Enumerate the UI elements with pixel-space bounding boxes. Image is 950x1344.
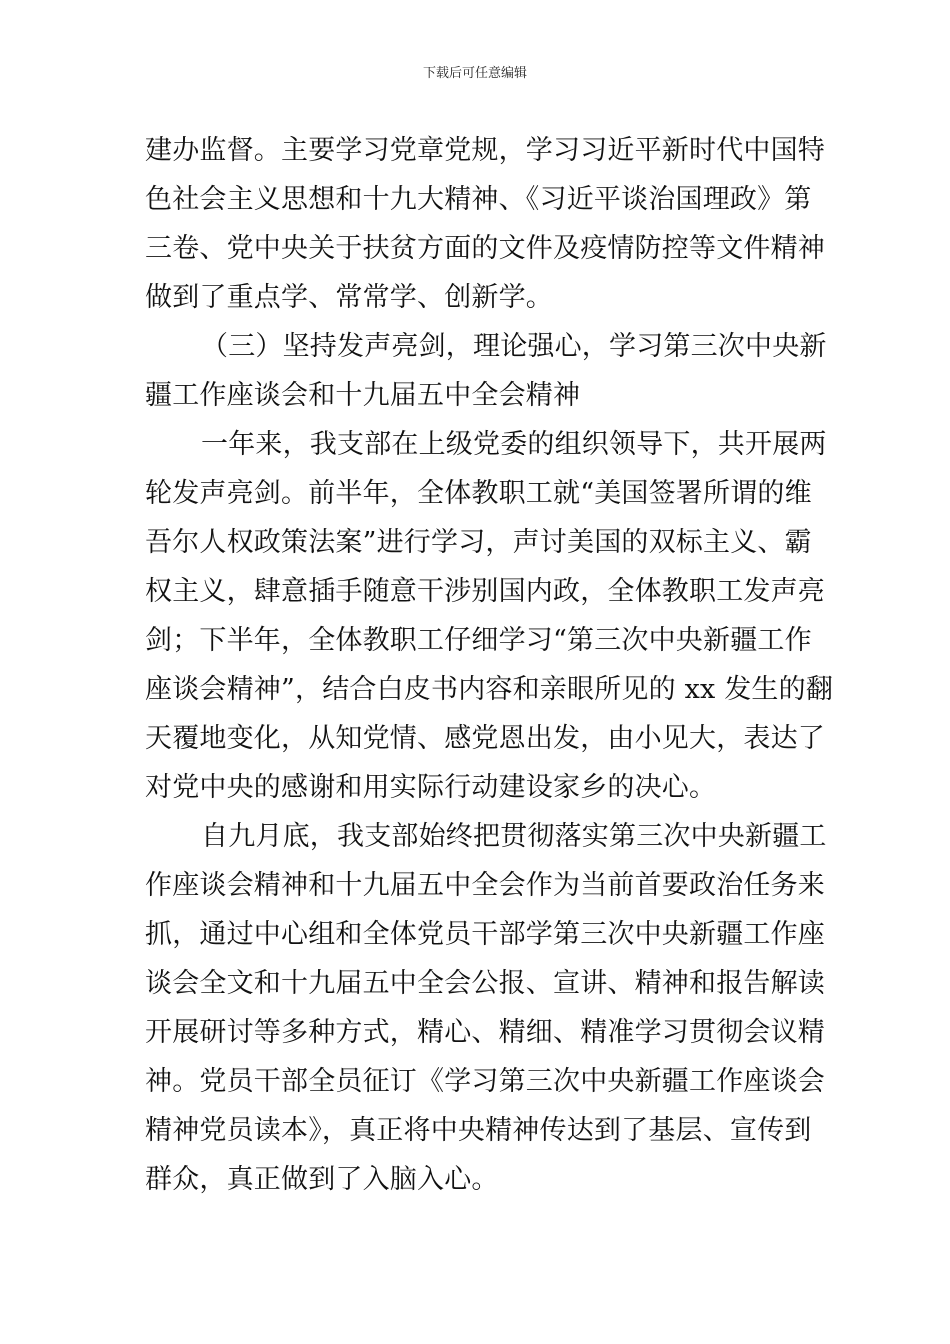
text-line: 精神党员读本》，真正将中央精神传达到了基层、宣传到 xyxy=(145,1115,812,1146)
text-line: 一年来，我支部在上级党委的组织领导下，共开展两 xyxy=(201,429,827,460)
text-line: （三）坚持发声亮剑，理论强心，学习第三次中央新 xyxy=(201,331,827,362)
text-line: 疆工作座谈会和十九届五中全会精神 xyxy=(145,380,581,411)
text-line: 谈会全文和十九届五中全会公报、宣讲、精神和报告解读 xyxy=(145,968,825,999)
page-header: 下载后可任意编辑 xyxy=(422,66,527,81)
text-line: 自九月底，我支部始终把贯彻落实第三次中央新疆工 xyxy=(201,821,827,852)
section-heading xyxy=(145,322,827,420)
paragraph xyxy=(145,812,827,1204)
text-line: 座谈会精神”，结合白皮书内容和亲眼所见的 xx 发生的翻 xyxy=(145,674,834,705)
text-line: 权主义，肆意插手随意干涉别国内政，全体教职工发声亮 xyxy=(145,576,825,607)
text-line: 作座谈会精神和十九届五中全会作为当前首要政治任务来 xyxy=(145,870,825,901)
paragraph xyxy=(145,420,834,812)
text-line: 做到了重点学、常常学、创新学。 xyxy=(145,282,553,313)
text-line: 天覆地变化，从知党情、感党恩出发，由小见大，表达了 xyxy=(145,723,825,754)
text-line: 色社会主义思想和十九大精神、《习近平谈治国理政》第 xyxy=(145,184,812,215)
text-line: 三卷、党中央关于扶贫方面的文件及疫情防控等文件精神 xyxy=(145,233,825,264)
text-line: 神。党员干部全员征订《学习第三次中央新疆工作座谈会 xyxy=(145,1066,825,1097)
text-line: 对党中央的感谢和用实际行动建设家乡的决心。 xyxy=(145,772,717,803)
text-line: 开展研讨等多种方式，精心、精细、精准学习贯彻会议精 xyxy=(145,1017,825,1048)
text-line: 抓，通过中心组和全体党员干部学第三次中央新疆工作座 xyxy=(145,919,825,950)
text-line: 吾尔人权政策法案”进行学习，声讨美国的双标主义、霸 xyxy=(145,527,812,558)
text-line: 轮发声亮剑。前半年，全体教职工就“美国签署所谓的维 xyxy=(145,478,812,509)
text-line: 建办监督。主要学习党章党规，学习习近平新时代中国特 xyxy=(145,135,825,166)
text-line: 剑；下半年，全体教职工仔细学习“第三次中央新疆工作 xyxy=(145,625,812,656)
document-body xyxy=(145,126,834,1204)
paragraph-continuation xyxy=(145,126,825,322)
text-line: 群众，真正做到了入脑入心。 xyxy=(145,1164,499,1195)
